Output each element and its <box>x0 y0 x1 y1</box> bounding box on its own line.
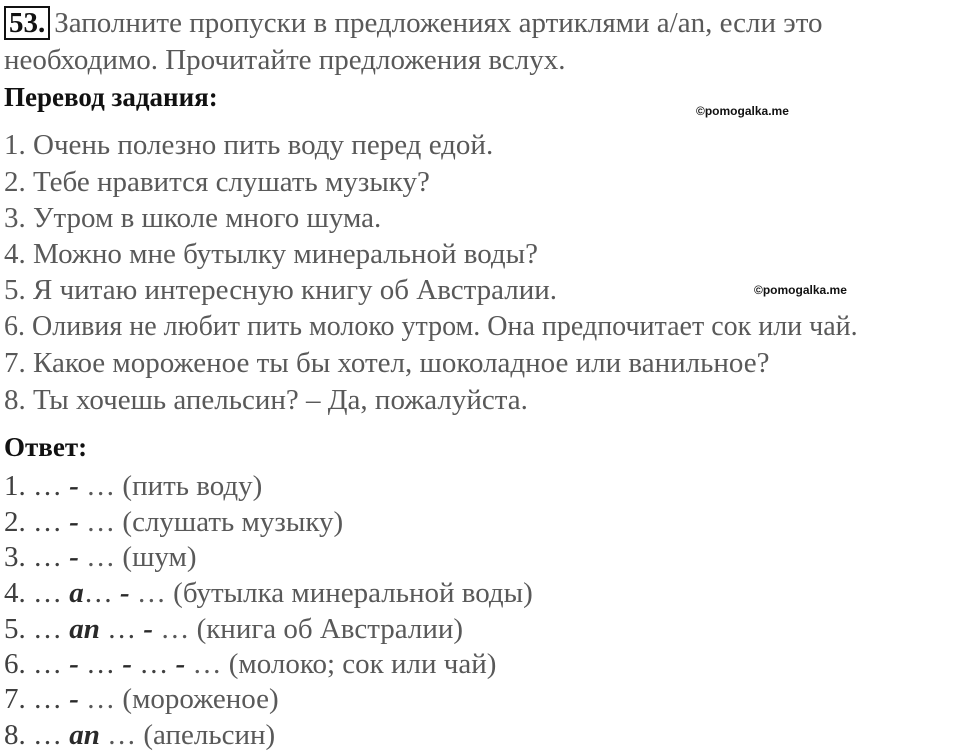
answer-article-2: - <box>122 648 133 680</box>
sentence-5: 5. Я читаю интересную книгу об Австралии. <box>4 274 558 306</box>
answer-prefix: 3. … <box>4 541 70 573</box>
answer-7 <box>4 682 279 716</box>
answer-suffix: … (слушать музыку) <box>78 506 344 538</box>
exercise-number: 53. <box>4 6 50 40</box>
watermark-1: ©pomogalka.me <box>696 104 789 118</box>
translation-heading: Перевод задания: <box>4 82 218 112</box>
sentence-2: 2. Тебе нравится слушать музыку? <box>4 166 430 198</box>
answer-prefix: 6. … <box>4 648 70 680</box>
sentence-3: 3. Утром в школе много шума. <box>4 202 382 234</box>
answer-prefix: 8. … <box>4 719 70 751</box>
answer-article-2: - <box>120 577 130 609</box>
answer-suffix: … (бутылка минеральной воды) <box>129 577 533 609</box>
answer-article-2: - <box>143 613 154 645</box>
answer-prefix: 7. … <box>4 683 70 715</box>
answer-5 <box>4 612 463 646</box>
answer-middle: … <box>99 613 144 645</box>
answer-prefix: 2. … <box>4 506 70 538</box>
answer-3 <box>4 540 197 574</box>
answer-middle-2: … <box>132 648 176 680</box>
sentence-4: 4. Можно мне бутылку минеральной воды? <box>4 238 538 270</box>
task-line-2: необходимо. Прочитайте предложения вслух. <box>4 44 566 76</box>
sentence-7: 7. Какое мороженое ты бы хотел, шоколадное или ванильное? <box>4 347 770 379</box>
answer-4 <box>4 576 533 610</box>
answer-article-3: - <box>175 648 186 680</box>
answer-suffix: … (апельсин) <box>99 719 276 751</box>
answer-article: an <box>69 719 100 751</box>
task-line-1 <box>4 6 823 40</box>
answer-suffix: … (пить воду) <box>78 470 263 502</box>
answer-6 <box>4 647 496 681</box>
answer-1 <box>4 469 262 503</box>
answer-middle: … <box>78 648 123 680</box>
answer-article: an <box>69 613 100 645</box>
answer-prefix: 1. … <box>4 470 70 502</box>
task-text-1: Заполните пропуски в предложениях артиклями a/an, если это <box>54 7 823 39</box>
answer-suffix: … (шум) <box>78 541 197 573</box>
answer-article: - <box>69 683 79 715</box>
answer-prefix: 5. … <box>4 613 70 645</box>
answer-article: - <box>69 541 79 573</box>
sentence-6: 6. Оливия не любит пить молоко утром. Она предпочитает сок или чай. <box>4 311 858 342</box>
answer-8 <box>4 718 275 752</box>
answer-2 <box>4 505 343 539</box>
watermark-2: ©pomogalka.me <box>754 283 847 297</box>
answer-article: - <box>69 648 79 680</box>
sentence-8: 8. Ты хочешь апельсин? – Да, пожалуйста. <box>4 384 528 416</box>
answer-article: - <box>69 470 79 502</box>
answer-middle: … <box>83 577 120 609</box>
answer-heading: Ответ: <box>4 432 88 462</box>
sentence-1: 1. Очень полезно пить воду перед едой. <box>4 129 494 161</box>
answer-suffix: … (мороженое) <box>78 683 279 715</box>
answer-suffix: … (книга об Австралии) <box>153 613 464 645</box>
answer-article: a <box>69 577 84 609</box>
answer-suffix: … (молоко; сок или чай) <box>185 648 497 680</box>
answer-article: - <box>69 506 79 538</box>
answer-prefix: 4. … <box>4 577 70 609</box>
